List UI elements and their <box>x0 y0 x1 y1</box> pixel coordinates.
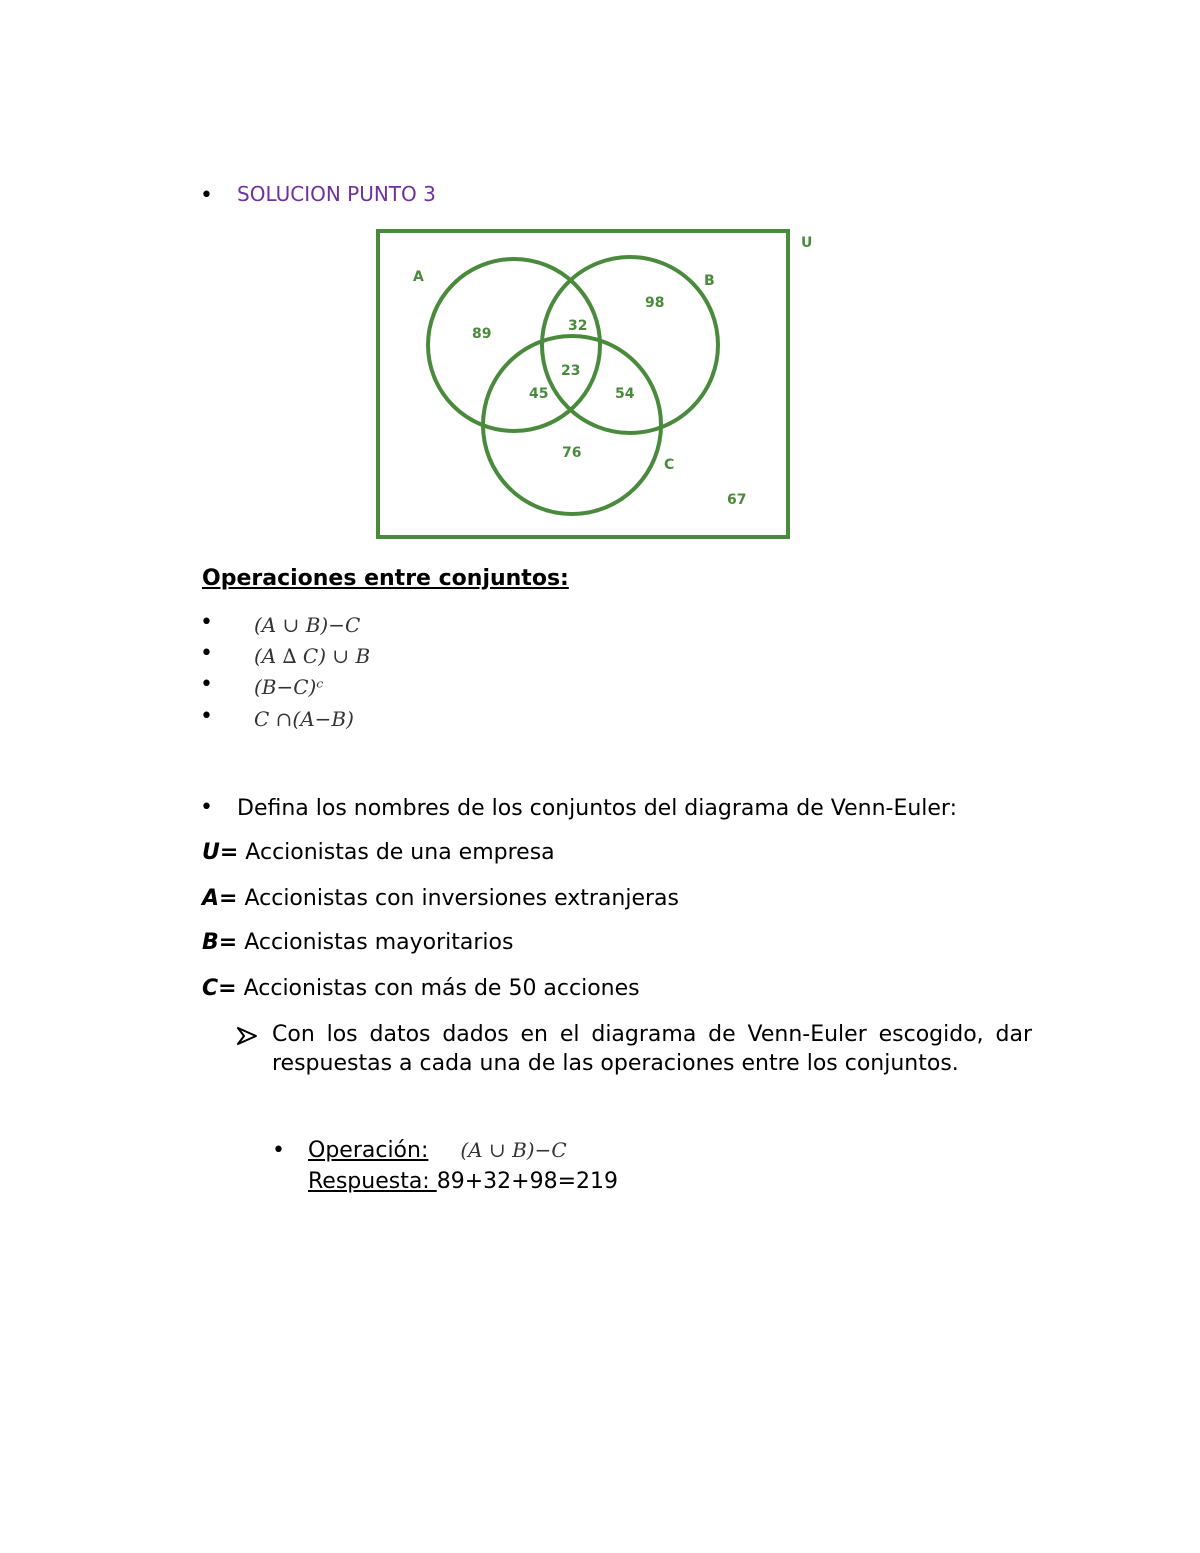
definition-key: C= <box>202 976 237 1001</box>
bullet-icon: • <box>200 610 213 635</box>
operation-item: (A ∆ C) ∪ B <box>254 644 371 668</box>
region-outside: 67 <box>727 492 747 508</box>
universe-label: U <box>801 235 813 251</box>
set-a-label: A <box>413 269 424 285</box>
region-b-and-c: 54 <box>615 386 635 402</box>
region-only-b: 98 <box>645 295 665 311</box>
definition-value: Accionistas con inversiones extranjeras <box>237 886 679 911</box>
definition-key: U= <box>202 840 239 865</box>
definition-c <box>202 976 640 1001</box>
region-a-and-c: 45 <box>529 386 549 402</box>
page-title: SOLUCION PUNTO 3 <box>237 182 436 206</box>
definition-value: Accionistas con más de 50 acciones <box>236 976 640 1001</box>
response-value: 89+32+98=219 <box>436 1169 618 1194</box>
bullet-icon: • <box>200 641 213 666</box>
bullet-icon: • <box>200 183 213 208</box>
answer-operation-line <box>308 1138 567 1163</box>
definition-key: A= <box>202 886 238 911</box>
operation-item: (A ∪ B)−C <box>254 613 361 637</box>
region-only-a: 89 <box>472 326 492 342</box>
operation-item: (B−C)ᶜ <box>254 675 324 699</box>
region-a-b-c: 23 <box>561 363 581 379</box>
arrow-bullet-icon <box>236 1026 258 1046</box>
region-only-c: 76 <box>562 445 582 461</box>
set-b-label: B <box>704 273 715 289</box>
operation-label: Operación: <box>308 1138 429 1163</box>
definition-value: Accionistas de una empresa <box>238 840 555 865</box>
bullet-icon: • <box>200 672 213 697</box>
response-label: Respuesta: <box>308 1169 437 1194</box>
define-prompt: Defina los nombres de los conjuntos del diagrama de Venn-Euler: <box>237 796 958 821</box>
operations-heading: Operaciones entre conjuntos: <box>202 566 569 591</box>
venn-diagram <box>370 225 820 545</box>
definition-b <box>202 930 513 955</box>
definition-key: B= <box>202 930 238 955</box>
operation-item: C ∩(A−B) <box>254 707 354 731</box>
bullet-icon: • <box>200 704 213 729</box>
definition-a <box>202 886 679 911</box>
instruction-paragraph: Con los datos dados en el diagrama de Venn-Euler escogido, dar respuestas a cada una de las operaciones entre los conjuntos. <box>272 1022 1032 1076</box>
set-b-circle <box>542 257 718 433</box>
bullet-icon: • <box>200 795 213 820</box>
region-a-and-b: 32 <box>568 318 588 334</box>
bullet-icon: • <box>272 1138 285 1163</box>
set-c-label: C <box>664 457 675 473</box>
definition-u <box>202 840 555 865</box>
answer-response-line <box>308 1169 618 1194</box>
operation-value: (A ∪ B)−C <box>460 1138 567 1162</box>
set-a-circle <box>428 259 600 431</box>
definition-value: Accionistas mayoritarios <box>237 930 514 955</box>
